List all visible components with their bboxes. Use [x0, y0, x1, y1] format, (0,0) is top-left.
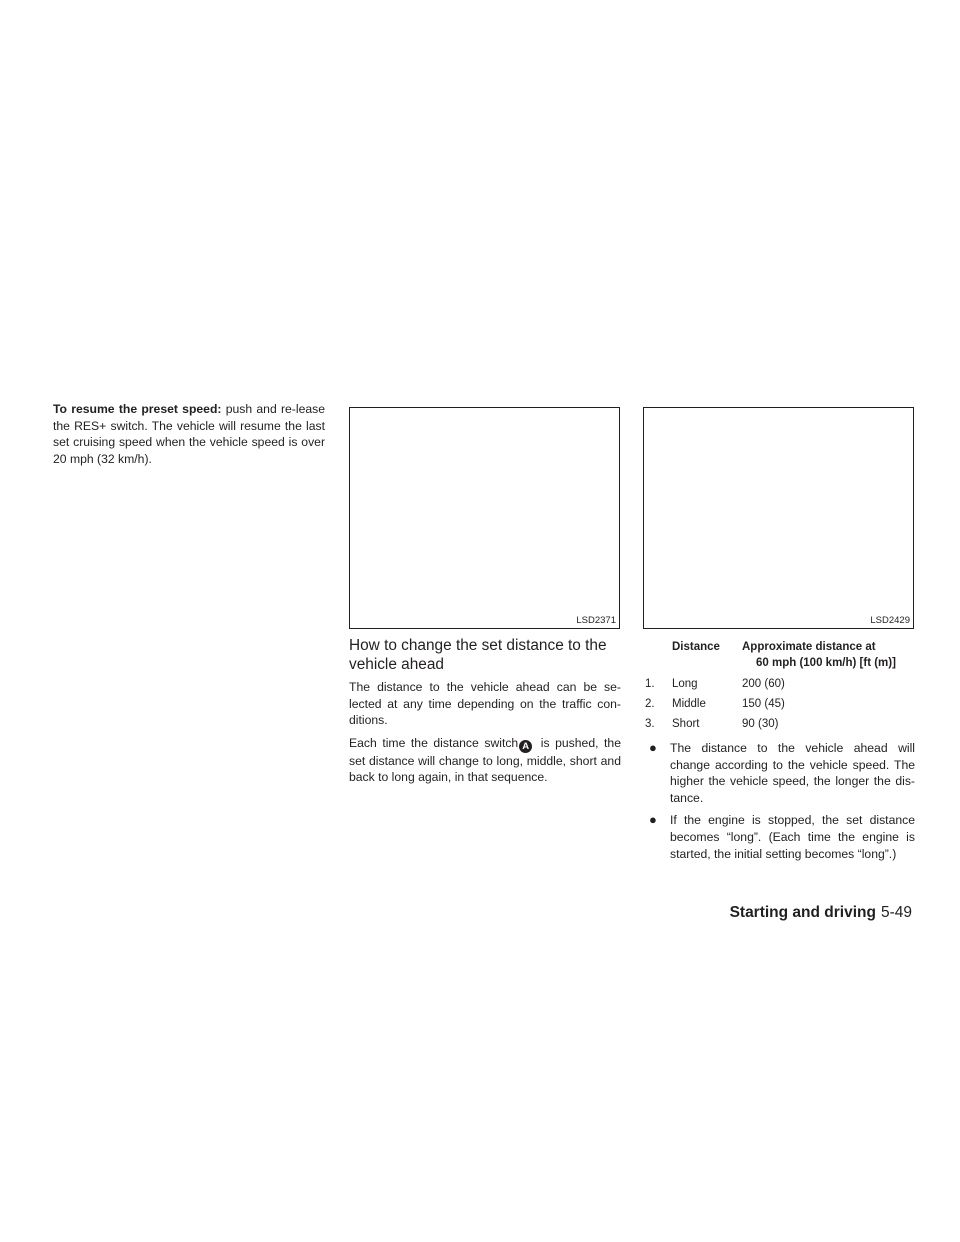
bullet-icon: ●: [649, 740, 657, 755]
section-paragraph-switch: [349, 735, 621, 786]
section-heading: How to change the set distance to the vehicle ahead: [349, 637, 607, 673]
list-item: [645, 740, 915, 806]
section-body: [349, 679, 621, 792]
row-number: 2.: [645, 698, 655, 710]
switch-text-after: is pushed, the set distance will change to long, middle, short and back to long again, in that sequence.: [349, 735, 621, 785]
figure-code: LSD2371: [576, 615, 616, 626]
resume-speed-lead: To resume the preset speed:: [53, 402, 222, 416]
footer-section-title: Starting and driving: [729, 904, 876, 921]
row-label: Short: [672, 718, 700, 730]
row-number: 3.: [645, 718, 655, 730]
row-value: 200 (60): [742, 678, 785, 690]
page-footer: [730, 904, 912, 922]
row-label: Middle: [672, 698, 706, 710]
list-item: [645, 812, 915, 862]
circled-a-icon: A: [519, 740, 532, 753]
row-value: 90 (30): [742, 718, 779, 730]
figure-code: LSD2429: [870, 615, 910, 626]
bullet-text: If the engine is stopped, the set distance becomes “long”. (Each time the engine is started, the initial setting becomes “long”.): [670, 813, 915, 861]
bullet-icon: ●: [649, 812, 657, 828]
table-header-approx-line2: 60 mph (100 km/h) [ft (m)]: [756, 656, 896, 669]
resume-speed-paragraph: [53, 401, 325, 467]
table-header-approx-line1: Approximate distance at: [742, 641, 876, 653]
bullet-list: [645, 740, 915, 868]
figure-distance-settings: [643, 407, 914, 629]
table-header-approx: [742, 640, 922, 671]
resume-speed-body: push and re-lease the RES+ switch. The vehicle will resume the last set cruising speed when the vehicle speed is over 20 mph (32 km/h).: [53, 402, 325, 466]
page-number: 5-49: [880, 904, 912, 921]
bullet-text: The distance to the vehicle ahead will change according to the vehicle speed. The higher the vehicle speed, the longer the dis-tance.: [670, 741, 915, 805]
table-header-distance: Distance: [672, 641, 720, 653]
row-value: 150 (45): [742, 698, 785, 710]
figure-distance-switch: [349, 407, 620, 629]
switch-text-before: Each time the distance switch: [349, 735, 519, 750]
section-paragraph: The distance to the vehicle ahead can be se-lected at any time depending on the traffic con-ditions.: [349, 680, 621, 728]
row-number: 1.: [645, 678, 655, 690]
row-label: Long: [672, 678, 698, 690]
